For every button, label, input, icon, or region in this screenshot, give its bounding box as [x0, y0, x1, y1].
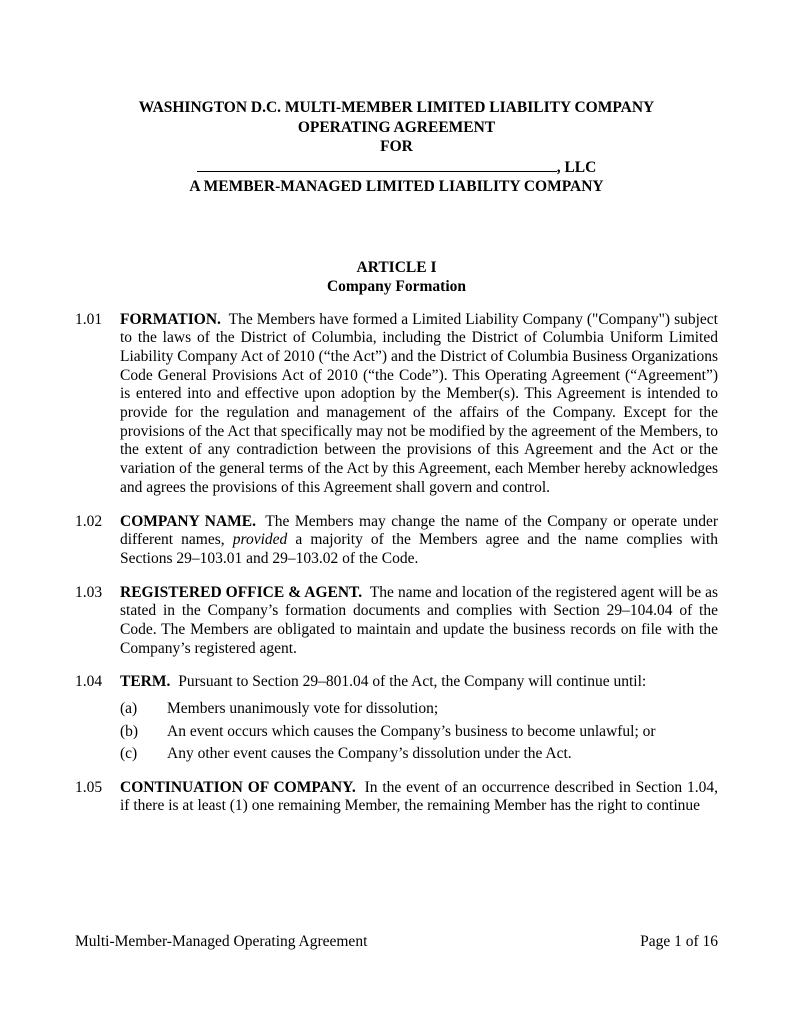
company-name-suffix: , LLC — [556, 158, 597, 176]
article-number: ARTICLE I — [356, 258, 437, 276]
article-heading — [75, 258, 718, 297]
company-name-blank — [197, 157, 557, 172]
section-body-start: The Members may change the name of the Company or operate under different names, — [120, 512, 718, 549]
section-body: Pursuant to Section 29–801.04 of the Act, the Company will continue until: — [178, 673, 647, 691]
section-title: TERM. — [120, 673, 171, 691]
section-1-03 — [75, 584, 718, 659]
company-name-line — [75, 157, 718, 178]
section-1-04 — [75, 673, 718, 763]
list-item — [120, 723, 718, 742]
article-body — [75, 311, 718, 817]
list-item — [120, 700, 718, 719]
section-body: The name and location of the registered agent will be as stated in the Company’s formation documents and complies with Section 29–104.04 of the Code. The Members are obligated to maintain and update the business records on file with the Company’s registered agent. — [120, 583, 718, 657]
section-1-02 — [75, 513, 718, 569]
document-title-block — [75, 98, 718, 197]
list-item-text: Members unanimously vote for dissolution; — [167, 700, 439, 718]
section-title: CONTINUATION OF COMPANY. — [120, 778, 356, 796]
section-body: In the event of an occurrence described in Section 1.04, if there is at least (1) one remaining Member, the remaining Member has the right to continue — [120, 778, 719, 815]
title-line-1: WASHINGTON D.C. MULTI-MEMBER LIMITED LIABILITY COMPANY — [138, 99, 655, 116]
footer-page-number: Page 1 of 16 — [640, 933, 718, 950]
title-line-3: FOR — [380, 138, 413, 155]
list-item-text: An event occurs which causes the Company’s business to become unlawful; or — [167, 722, 656, 740]
section-1-05 — [75, 779, 718, 816]
section-title: COMPANY NAME. — [120, 512, 256, 530]
section-title: FORMATION. — [120, 310, 221, 328]
list-item-label: (a) — [120, 700, 138, 718]
section-number: 1.03 — [75, 583, 103, 601]
section-title: REGISTERED OFFICE & AGENT. — [120, 583, 363, 601]
article-title: Company Formation — [326, 278, 467, 295]
document-subtitle: A MEMBER-MANAGED LIMITED LIABILITY COMPANY — [189, 178, 604, 195]
section-number: 1.04 — [75, 673, 103, 691]
list-item — [120, 745, 718, 764]
list-item-label: (b) — [120, 722, 139, 740]
section-body-italic: provided — [232, 531, 288, 549]
list-item-text: Any other event causes the Company’s dissolution under the Act. — [167, 744, 572, 762]
section-body: The Members have formed a Limited Liability Company ("Company") subject to the laws of the District of Columbia, including the District of Columbia Uniform Limited Liability Company Act of 2010 (“the Act”) and the District of Columbia Business Organizations Code General Provisions Act of 2010 (“the Code”). This Operating Agreement (“Agreement”) is entered into and effective upon adoption by the Member(s). This Agreement is intended to provide for the regulation and management of the affairs of the Company. Except for the provisions of the Act that specifically may not be modified by the agreement of the Members, to the extent of any contradiction between the provisions of this Agreement and the Act or the variation of the general terms of the Act by this Agreement, each Member hereby acknowledges and agrees the provisions of this Agreement shall govern and control. — [120, 310, 718, 496]
list-item-label: (c) — [120, 744, 138, 762]
section-number: 1.01 — [75, 310, 103, 328]
section-body-end: a majority of the Members agree and the name complies with Sections 29–103.01 and 29–103.02 of the Code. — [120, 531, 718, 567]
section-1-01 — [75, 311, 718, 498]
title-line-2: OPERATING AGREEMENT — [297, 118, 496, 136]
section-number: 1.02 — [75, 512, 103, 530]
footer-document-name: Multi-Member-Managed Operating Agreement — [75, 933, 368, 950]
section-number: 1.05 — [75, 778, 103, 796]
page-footer — [75, 933, 718, 952]
term-conditions-list — [120, 700, 718, 763]
